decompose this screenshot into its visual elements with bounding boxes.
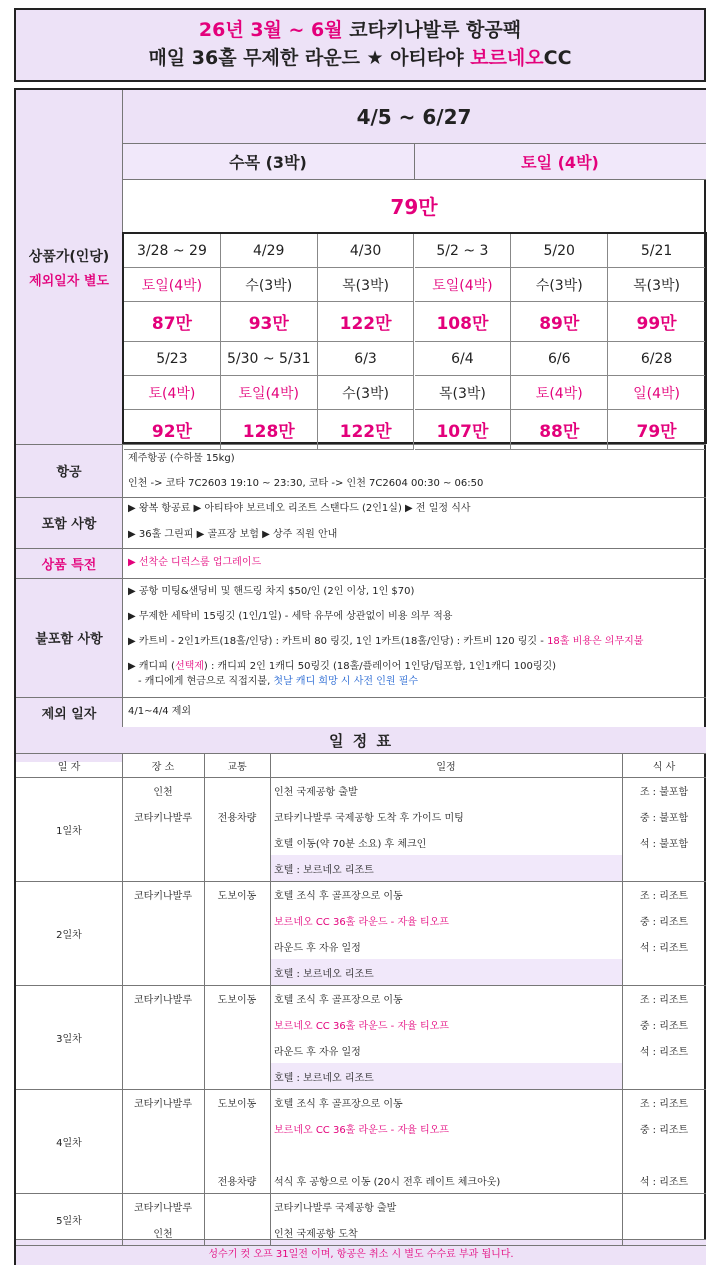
price-grid-day-1-4: 토일(4박) — [415, 268, 512, 302]
schedule-meal: 석 : 불포함 — [639, 838, 689, 850]
schedule-meal: 석 : 리조트 — [639, 1176, 689, 1188]
schedule-meal: 중 : 리조트 — [639, 1124, 689, 1136]
schedule-place: 코타키나발루 — [134, 812, 192, 824]
footer-notice: 성수기 컷 오프 31일전 이며, 항공은 취소 시 별도 수수료 부과 됩니다. — [16, 1239, 706, 1265]
divider — [622, 753, 623, 1245]
price-grid-price-1-6: 99만 — [608, 302, 705, 342]
exclude-caddie-notice: 첫날 캐디 희망 시 사전 인원 필수 — [273, 676, 419, 687]
price-grid-day-2-3: 수(3박) — [318, 376, 415, 410]
price-grid-date-2-1: 5/23 — [124, 342, 221, 376]
schedule-day-label: 2일차 — [56, 929, 82, 941]
price-grid-price-2-4: 107만 — [415, 410, 512, 450]
schedule-plan: 인천 국제공항 출발 — [274, 786, 358, 798]
schedule-transport — [204, 1011, 270, 1037]
schedule-transport — [204, 829, 270, 855]
price-grid-day-1-1: 토일(4박) — [124, 268, 221, 302]
schedule-place: 인천 — [153, 1228, 173, 1240]
schedule-meal: 중 : 불포함 — [639, 812, 689, 824]
schedule-meal: 조 : 불포함 — [639, 786, 689, 798]
schedule-transport: 전용차량 — [217, 812, 257, 824]
title-line-1 — [16, 17, 704, 43]
product-table — [14, 88, 706, 1265]
price-grid-price-1-3: 122만 — [318, 302, 415, 342]
schedule-plan: 코타키나발루 국제공항 도착 후 가이드 미팅 — [274, 812, 464, 824]
schedule-place — [122, 1115, 204, 1141]
price-grid-day-1-6: 목(3박) — [608, 268, 705, 302]
schedule-plan: 호텔 조식 후 골프장으로 이동 — [274, 994, 403, 1006]
exclude-line-4 — [128, 661, 556, 673]
price-grid-date-1-4: 5/2 ~ 3 — [415, 234, 512, 268]
schedule-plan: 호텔 조식 후 골프장으로 이동 — [274, 890, 403, 902]
schedule-transport — [204, 1193, 270, 1219]
price-grid-day-2-2: 토일(4박) — [221, 376, 318, 410]
divider — [122, 753, 123, 1245]
exclude-line-1: ▶ 공항 미팅&샌딩비 및 핸드링 차지 $50/인 (2인 이상, 1인 $70) — [128, 586, 415, 597]
schedule-place — [122, 933, 204, 959]
exclude-caddie-optional: 선택제 — [174, 661, 204, 672]
exclude-cart-mandatory: 18홀 비용은 의무지불 — [547, 636, 644, 647]
schedule-day-label: 4일차 — [56, 1137, 82, 1149]
schedule-place — [122, 1167, 204, 1193]
schedule-transport: 도보이동 — [217, 890, 257, 902]
price-note: 제외일자 별도 — [29, 273, 109, 289]
schedule-transport: 도보이동 — [217, 994, 257, 1006]
base-price: 79만 — [390, 194, 438, 219]
schedule-day-label: 5일차 — [56, 1215, 82, 1227]
schedule-meal — [622, 1219, 706, 1245]
price-grid-price-1-1: 87만 — [124, 302, 221, 342]
schedule-plan: 보르네오 CC 36홀 라운드 - 자율 티오프 — [274, 916, 449, 928]
schedule-transport — [204, 1037, 270, 1063]
title-date-range: 26년 3월 ~ 6월 — [198, 19, 343, 41]
price-grid-day-2-5: 토(4박) — [511, 376, 608, 410]
price-grid-date-2-2: 5/30 ~ 5/31 — [221, 342, 318, 376]
schedule-plan: 코타키나발루 국제공항 출발 — [274, 1202, 397, 1214]
schedule-header-4: 일정 — [436, 761, 456, 773]
price-grid-price-1-5: 89만 — [511, 302, 608, 342]
schedule-day-label: 3일차 — [56, 1033, 82, 1045]
schedule-place — [122, 1011, 204, 1037]
schedule-header-3: 교통 — [227, 761, 247, 773]
price-grid-price-2-1: 92만 — [124, 410, 221, 450]
price-grid-day-1-5: 수(3박) — [511, 268, 608, 302]
price-grid-date-1-5: 5/20 — [511, 234, 608, 268]
price-grid-date-1-2: 4/29 — [221, 234, 318, 268]
excluded-dates-value: 4/1~4/4 제외 — [128, 706, 192, 717]
schedule-transport — [204, 933, 270, 959]
exclude-cart-fee: ▶ 카트비 - 2인1카트(18홀/인당) : 카트비 80 링깃, 1인 1카트(18홀/인당) : 카트비 120 링깃 - — [128, 636, 548, 647]
flight-label: 항공 — [56, 465, 82, 480]
schedule-hotel: 호텔 : 보르네오 리조트 — [270, 959, 622, 985]
schedule-meal: 조 : 리조트 — [639, 890, 689, 902]
title-line-2 — [16, 43, 704, 73]
price-grid-day-1-3: 목(3박) — [318, 268, 415, 302]
schedule-plan: 인천 국제공항 도착 — [274, 1228, 358, 1240]
schedule-place — [122, 907, 204, 933]
title-cc: CC — [543, 47, 572, 69]
schedule-place — [122, 829, 204, 855]
exclude-line-5 — [138, 676, 418, 688]
schedule-header-2: 장 소 — [151, 761, 175, 773]
schedule-meal: 조 : 리조트 — [639, 994, 689, 1006]
schedule-meal — [622, 1193, 706, 1219]
price-grid-price-2-3: 122만 — [318, 410, 415, 450]
schedule-plan: 라운드 후 자유 일정 — [274, 1046, 361, 1058]
schedule-header-1: 일 자 — [57, 761, 81, 773]
divider — [204, 753, 205, 1245]
price-grid-day-2-4: 목(3박) — [415, 376, 512, 410]
schedule-transport — [204, 1115, 270, 1141]
exclude-line-3 — [128, 636, 643, 648]
price-grid-date-2-4: 6/4 — [415, 342, 512, 376]
schedule-transport — [204, 777, 270, 803]
schedule-plan: 호텔 조식 후 골프장으로 이동 — [274, 1098, 403, 1110]
schedule-place: 코타키나발루 — [134, 890, 192, 902]
schedule-transport: 전용차량 — [217, 1176, 257, 1188]
price-grid-date-2-3: 6/3 — [318, 342, 415, 376]
schedule-meal: 중 : 리조트 — [639, 1020, 689, 1032]
schedule-meal: 석 : 리조트 — [639, 942, 689, 954]
schedule-place: 코타키나발루 — [134, 994, 192, 1006]
schedule-place: 인천 — [153, 786, 173, 798]
schedule-plan: 석식 후 공항으로 이동 (20시 전후 레이트 체크아웃) — [274, 1176, 501, 1188]
include-label: 포함 사항 — [41, 517, 97, 532]
title-subtitle: 매일 36홀 무제한 라운드 ★ 아티타야 — [148, 47, 471, 69]
price-grid-date-1-6: 5/21 — [608, 234, 705, 268]
flight-airline: 제주항공 (수하물 15kg) — [128, 453, 235, 464]
title-course-name: 보르네오 — [470, 47, 544, 69]
price-grid-price-2-6: 79만 — [608, 410, 705, 450]
schedule-hotel: 호텔 : 보르네오 리조트 — [270, 1063, 622, 1089]
include-line-1: ▶ 왕복 항공료 ▶ 아티타야 보르네오 리조트 스탠다드 (2인1실) ▶ 전 일정 식사 — [128, 503, 471, 514]
benefit-label: 상품 특전 — [41, 557, 97, 573]
price-period: 4/5 ~ 6/27 — [356, 104, 472, 129]
price-grid-price-2-5: 88만 — [511, 410, 608, 450]
price-label: 상품가(인당) — [28, 248, 110, 265]
schedule-hotel: 호텔 : 보르네오 리조트 — [270, 855, 622, 881]
schedule-meal: 조 : 리조트 — [639, 1098, 689, 1110]
schedule-transport — [204, 1219, 270, 1245]
schedule-plan: 보르네오 CC 36홀 라운드 - 자율 티오프 — [274, 1124, 449, 1136]
schedule-plan: 호텔 이동(약 70분 소요) 후 체크인 — [274, 838, 427, 850]
schedule-title: 일 정 표 — [16, 727, 706, 753]
schedule-place: 코타키나발루 — [134, 1202, 192, 1214]
schedule-day-label: 1일차 — [56, 825, 82, 837]
title-product: 코타키나발루 항공팩 — [342, 19, 522, 41]
schedule-plan: 보르네오 CC 36홀 라운드 - 자율 티오프 — [274, 1020, 449, 1032]
schedule-place — [122, 1037, 204, 1063]
schedule-header-5: 식 사 — [652, 761, 676, 773]
price-grid-day-2-1: 토(4박) — [124, 376, 221, 410]
price-grid-price-2-2: 128만 — [221, 410, 318, 450]
benefit-line-1: ▶ 선착순 디럭스룸 업그레이드 — [128, 557, 262, 568]
schedule-transport: 도보이동 — [217, 1098, 257, 1110]
schedule-transport — [204, 907, 270, 933]
exclude-label: 불포함 사항 — [35, 632, 103, 647]
title-banner — [14, 8, 706, 82]
include-line-2: ▶ 36홀 그린피 ▶ 골프장 보험 ▶ 상주 직원 안내 — [128, 529, 338, 540]
special-price-grid — [122, 232, 707, 444]
weekday-nights: 수목 (3박) — [229, 152, 307, 172]
exclude-caddie-cash: - 캐디에게 현금으로 직접지불, — [138, 676, 274, 687]
divider — [16, 1245, 706, 1246]
schedule-plan: 라운드 후 자유 일정 — [274, 942, 361, 954]
price-grid-price-1-2: 93만 — [221, 302, 318, 342]
exclude-line-2: ▶ 무제한 세탁비 15링깃 (1인/1일) - 세탁 유무에 상관없이 비용 의무 적용 — [128, 611, 453, 622]
weekend-nights: 토일 (4박) — [521, 152, 599, 172]
price-grid-date-1-3: 4/30 — [318, 234, 415, 268]
price-grid-date-1-1: 3/28 ~ 29 — [124, 234, 221, 268]
flight-schedule: 인천 -> 코타 7C2603 19:10 ~ 23:30, 코타 -> 인천 7C2604 00:30 ~ 06:50 — [128, 478, 484, 489]
price-grid-day-1-2: 수(3박) — [221, 268, 318, 302]
schedule-place: 코타키나발루 — [134, 1098, 192, 1110]
schedule-meal: 중 : 리조트 — [639, 916, 689, 928]
price-grid-date-2-5: 6/6 — [511, 342, 608, 376]
exclude-caddie-prefix: ▶ 캐디피 ( — [128, 661, 175, 672]
price-label-cell — [16, 90, 122, 444]
exclude-caddie-fee: ) : 캐디피 2인 1캐디 50링깃 (18홀/플레이어 1인당/팁포함, 1인1캐디 100링깃) — [203, 661, 557, 672]
divider — [270, 753, 271, 1245]
schedule-meal: 석 : 리조트 — [639, 1046, 689, 1058]
price-grid-day-2-6: 일(4박) — [608, 376, 705, 410]
price-grid-date-2-6: 6/28 — [608, 342, 705, 376]
excluded-dates-label: 제외 일자 — [41, 706, 97, 722]
price-grid-price-1-4: 108만 — [415, 302, 512, 342]
